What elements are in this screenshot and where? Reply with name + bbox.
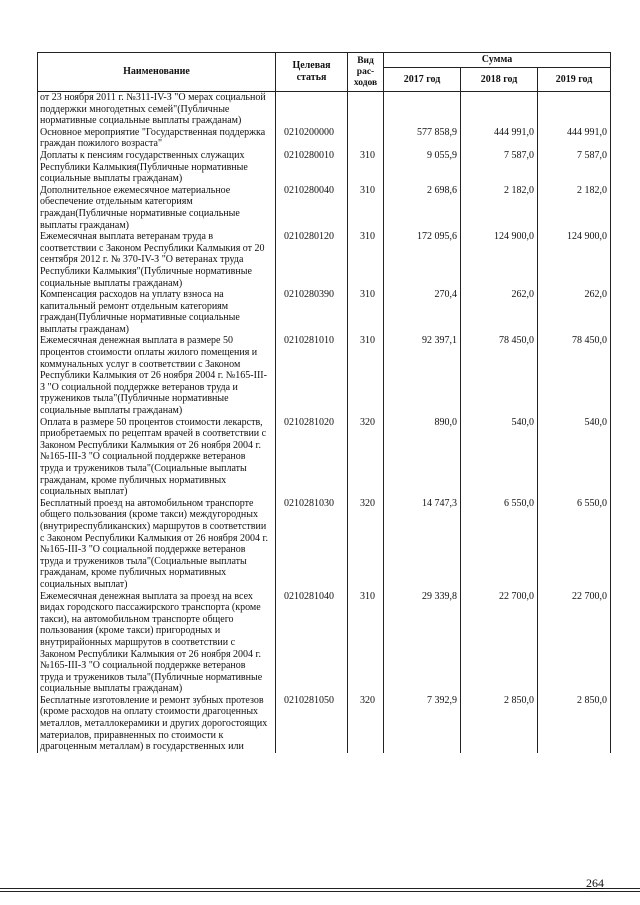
header-year-2018: 2018 год (461, 68, 538, 92)
cell-sum-2017: 577 858,9 (384, 127, 461, 150)
cell-sum-2018: 22 700,0 (461, 591, 538, 695)
cell-name: Ежемесячная денежная выплата за проезд на всех видах городского пассажирского транспорта (кроме такси), на автомобильном транспорте общего пользования (кроме такси) пригородных и внутрирайонных маршрутов в соответствии с Законом Республики Калмыкия от 26 ноября 2004 г. №165-III-З "О социальной поддержке ветеранов труда и тружеников тыла"(Публичные нормативные социальные выплаты гражданам) (38, 591, 276, 695)
table-row (38, 127, 611, 150)
cell-sum-2019: 444 991,0 (538, 127, 611, 150)
cell-sum-2017: 29 339,8 (384, 591, 461, 695)
header-name: Наименование (38, 53, 276, 92)
header-year-2017: 2017 год (384, 68, 461, 92)
header-kind: Вид рас-ходов (348, 53, 384, 92)
cell-expense-type: 310 (348, 150, 384, 185)
table-row (38, 150, 611, 185)
cell-target-code: 0210280390 (276, 289, 348, 335)
cell-sum-2019: 6 550,0 (538, 498, 611, 591)
table-row (38, 92, 611, 127)
header-year-2019: 2019 год (538, 68, 611, 92)
cell-target-code: 0210281020 (276, 417, 348, 498)
cell-sum-2018: 540,0 (461, 417, 538, 498)
cell-sum-2017: 890,0 (384, 417, 461, 498)
cell-expense-type: 310 (348, 289, 384, 335)
cell-target-code: 0210200000 (276, 127, 348, 150)
table-row (38, 185, 611, 231)
cell-target-code: 0210280010 (276, 150, 348, 185)
table-row (38, 695, 611, 753)
cell-name: Ежемесячная денежная выплата в размере 50 процентов стоимости оплаты жилого помещения и коммунальных услуг в соответствии с Законом Республики Калмыкия от 26 ноября 2004 г. №165-III-З "О социальной поддержке ветеранов труда и тружеников тыла"(Публичные нормативные социальные выплаты гражданам) (38, 335, 276, 416)
cell-name: Оплата в размере 50 процентов стоимости лекарств, приобретаемых по рецептам врачей в соответствии с Законом Республики Калмыкия от 26 ноября 2004 г. №165-III-З "О социальной поддержке ветеранов труда и тружеников тыла"(Социальные выплаты гражданам, кроме публичных нормативных социальных выплат) (38, 417, 276, 498)
cell-name: Бесплатный проезд на автомобильном транспорте общего пользования (кроме такси) междугородных (внутриреспубликанских) маршрутов в соответствии с Законом Республики Калмыкия от 26 ноября 2004 г. №165-III-З "О социальной поддержке ветеранов труда и тружеников тыла"(Социальные выплаты гражданам, кроме публичных нормативных социальных выплат) (38, 498, 276, 591)
cell-expense-type: 310 (348, 335, 384, 416)
cell-name: Бесплатные изготовление и ремонт зубных протезов (кроме расходов на оплату стоимости драгоценных металлов, металлокерамики и других дорогостоящих материалов, приравненных по стоимости к драгоценным металлам) в государственных или (38, 695, 276, 753)
cell-sum-2017: 7 392,9 (384, 695, 461, 753)
table-row (38, 498, 611, 591)
cell-sum-2019 (538, 92, 611, 127)
cell-sum-2018: 78 450,0 (461, 335, 538, 416)
cell-target-code: 0210281050 (276, 695, 348, 753)
table-row (38, 289, 611, 335)
cell-sum-2019: 2 182,0 (538, 185, 611, 231)
cell-expense-type: 310 (348, 591, 384, 695)
cell-target-code: 0210281030 (276, 498, 348, 591)
cell-target-code: 0210280040 (276, 185, 348, 231)
cell-sum-2019: 540,0 (538, 417, 611, 498)
cell-name: Ежемесячная выплата ветеранам труда в соответствии с Законом Республики Калмыкия от 20 сентября 2012 г. № 370-IV-З "О ветеранах труда Республики Калмыкия"(Публичные нормативные социальные выплаты гражданам) (38, 231, 276, 289)
cell-target-code: 0210281010 (276, 335, 348, 416)
table-row (38, 417, 611, 498)
header-sum: Сумма (384, 53, 611, 68)
cell-sum-2017: 2 698,6 (384, 185, 461, 231)
cell-name: Доплаты к пенсиям государственных служащих Республики Калмыкия(Публичные нормативные социальные выплаты гражданам) (38, 150, 276, 185)
cell-sum-2019: 22 700,0 (538, 591, 611, 695)
cell-sum-2017: 172 095,6 (384, 231, 461, 289)
cell-name: Основное мероприятие "Государственная поддержка граждан пожилого возраста" (38, 127, 276, 150)
cell-sum-2017: 270,4 (384, 289, 461, 335)
cell-name: Компенсация расходов на уплату взноса на капитальный ремонт отдельным категориям граждан(Публичные нормативные социальные выплаты гражданам) (38, 289, 276, 335)
cell-sum-2019: 2 850,0 (538, 695, 611, 753)
table-row (38, 335, 611, 416)
footer-rule (0, 891, 640, 892)
cell-sum-2018: 7 587,0 (461, 150, 538, 185)
cell-sum-2019: 78 450,0 (538, 335, 611, 416)
cell-target-code: 0210280120 (276, 231, 348, 289)
cell-name: от 23 ноября 2011 г. №311-IV-З "О мерах социальной поддержки многодетных семей"(Публичные нормативные социальные выплаты гражданам) (38, 92, 276, 127)
cell-sum-2018: 2 182,0 (461, 185, 538, 231)
cell-sum-2017: 14 747,3 (384, 498, 461, 591)
cell-target-code: 0210281040 (276, 591, 348, 695)
footer-rule (0, 888, 640, 889)
page-number: 264 (586, 876, 604, 890)
cell-sum-2017: 9 055,9 (384, 150, 461, 185)
header-code: Целевая статья (276, 53, 348, 92)
cell-expense-type: 310 (348, 231, 384, 289)
table-row (38, 231, 611, 289)
cell-sum-2019: 262,0 (538, 289, 611, 335)
cell-sum-2017 (384, 92, 461, 127)
cell-expense-type: 310 (348, 185, 384, 231)
table-body (38, 92, 611, 753)
cell-sum-2018: 444 991,0 (461, 127, 538, 150)
cell-name: Дополнительное ежемесячное материальное обеспечение отдельным категориям граждан(Публичные нормативные социальные выплаты гражданам) (38, 185, 276, 231)
cell-sum-2019: 124 900,0 (538, 231, 611, 289)
cell-sum-2017: 92 397,1 (384, 335, 461, 416)
cell-expense-type (348, 92, 384, 127)
cell-expense-type: 320 (348, 417, 384, 498)
cell-sum-2018 (461, 92, 538, 127)
table-row (38, 591, 611, 695)
table-header (38, 53, 611, 92)
cell-sum-2018: 6 550,0 (461, 498, 538, 591)
cell-target-code (276, 92, 348, 127)
cell-sum-2018: 124 900,0 (461, 231, 538, 289)
cell-expense-type (348, 127, 384, 150)
cell-expense-type: 320 (348, 695, 384, 753)
cell-sum-2019: 7 587,0 (538, 150, 611, 185)
cell-expense-type: 320 (348, 498, 384, 591)
budget-table (37, 52, 611, 753)
cell-sum-2018: 2 850,0 (461, 695, 538, 753)
budget-document (37, 52, 610, 753)
cell-sum-2018: 262,0 (461, 289, 538, 335)
